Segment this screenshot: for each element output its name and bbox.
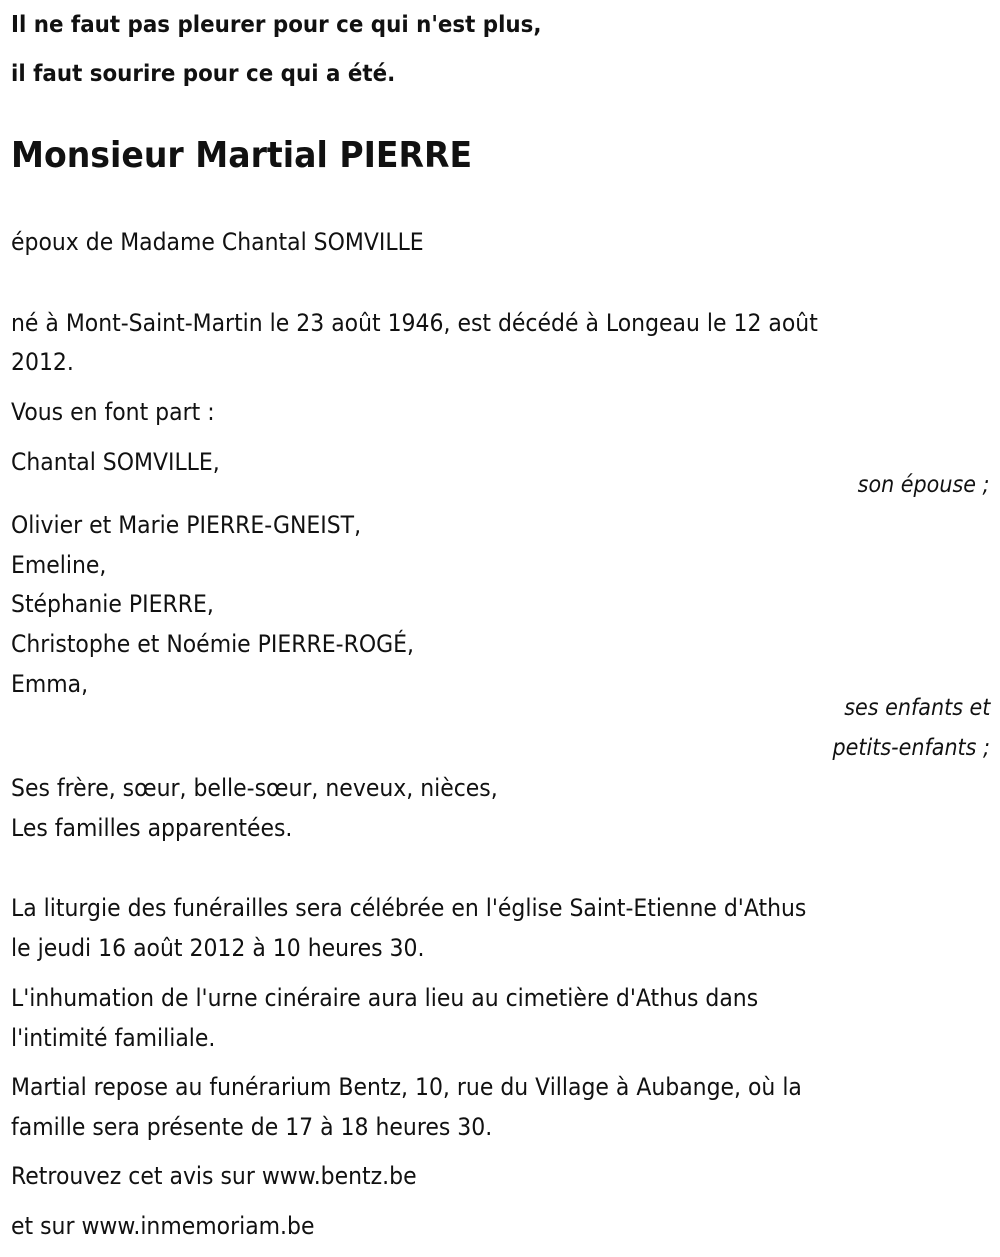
family-child-name: Olivier et Marie PIERRE-GNEIST, [11, 511, 362, 539]
link-inmemoriam: et sur www.inmemoriam.be [11, 1212, 315, 1240]
burial-line-1: L'inhumation de l'urne cinéraire aura lieu au cimetière d'Athus dans [11, 984, 759, 1012]
epigraph-line-2: il faut sourire pour ce qui a été. [11, 61, 396, 87]
family-child-name: Emeline, [11, 551, 107, 579]
funeral-line-1: La liturgie des funérailles sera célébrée en l'église Saint-Etienne d'Athus [11, 894, 807, 922]
spouse-line: époux de Madame Chantal SOMVILLE [11, 228, 424, 256]
role-spouse: son épouse ; [858, 472, 990, 498]
birth-death-line-2: 2012. [11, 348, 74, 376]
role-children-line-1: ses enfants et [843, 695, 990, 721]
epigraph-line-1: Il ne faut pas pleurer pour ce qui n'est plus, [11, 12, 542, 38]
family-child-name: Emma, [11, 670, 89, 698]
birth-death-line-1: né à Mont-Saint-Martin le 23 août 1946, est décédé à Longeau le 12 août [11, 309, 818, 337]
visitation-line-1: Martial repose au funérarium Bentz, 10, rue du Village à Aubange, où la [11, 1073, 802, 1101]
deceased-name-title: Monsieur Martial PIERRE [11, 135, 473, 176]
family-child-name: Stéphanie PIERRE, [11, 590, 214, 618]
family-spouse-name: Chantal SOMVILLE, [11, 448, 220, 476]
family-child-name: Christophe et Noémie PIERRE-ROGÉ, [11, 630, 415, 658]
family-relatives-line-1: Ses frère, sœur, belle-sœur, neveux, nièces, [11, 774, 498, 802]
role-children-line-2: petits-enfants ; [832, 735, 990, 761]
burial-line-2: l'intimité familiale. [11, 1024, 216, 1052]
link-bentz: Retrouvez cet avis sur www.bentz.be [11, 1162, 417, 1190]
family-relatives-line-2: Les familles apparentées. [11, 814, 293, 842]
announce-intro: Vous en font part : [11, 398, 215, 426]
funeral-line-2: le jeudi 16 août 2012 à 10 heures 30. [11, 934, 425, 962]
visitation-line-2: famille sera présente de 17 à 18 heures 30. [11, 1113, 493, 1141]
